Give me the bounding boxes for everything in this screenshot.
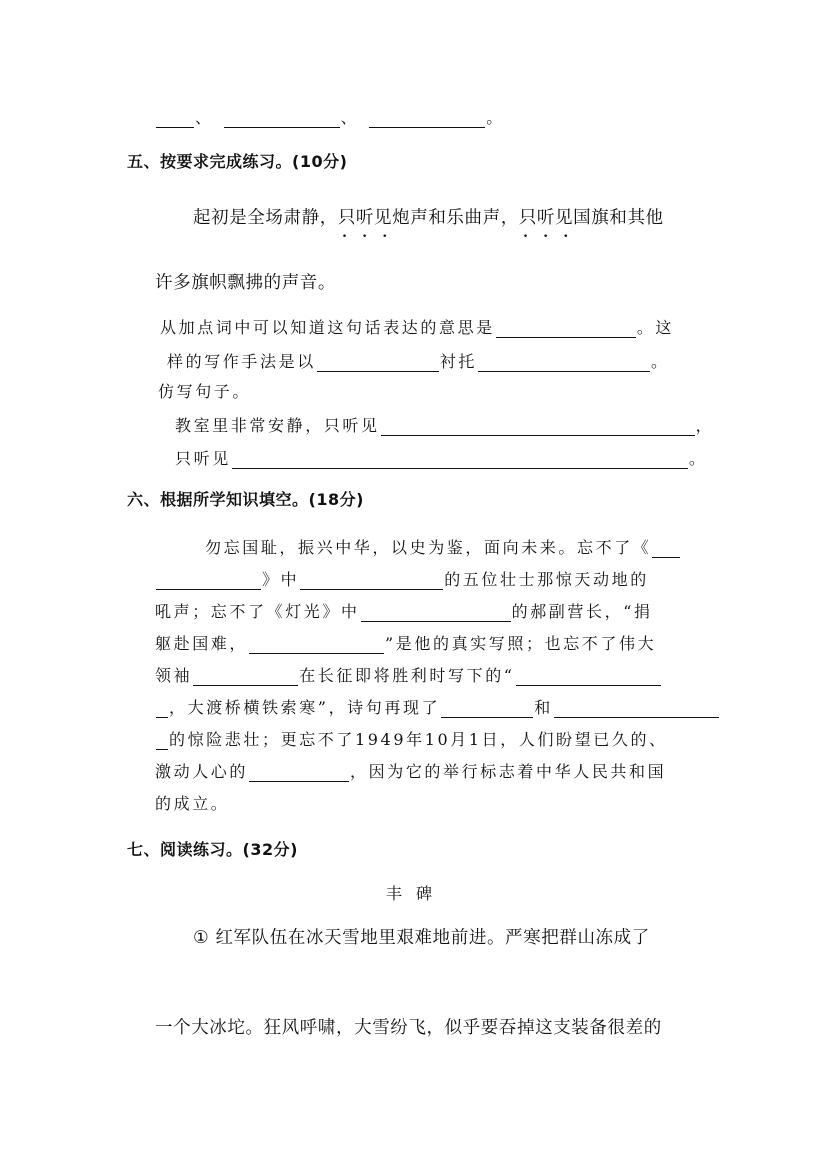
s6-line <box>155 698 720 718</box>
q2-line <box>167 352 670 372</box>
answer-blank[interactable] <box>156 110 194 128</box>
passage-title: 丰碑 <box>386 884 447 903</box>
answer-blank[interactable] <box>361 604 511 622</box>
answer-blank[interactable] <box>249 636 384 654</box>
text: 勿忘国耻，振兴中华，以史为鉴，面向未来。忘不了《 <box>205 538 652 557</box>
question-text: 样的写作手法是以 <box>167 352 316 371</box>
quote-text: 国旗和其他 <box>573 208 664 228</box>
question-text: 。 <box>651 352 670 371</box>
text: 》中 <box>262 570 300 589</box>
text: 在长征即将胜利时写下的“ <box>299 666 515 685</box>
answer-blank[interactable] <box>232 451 688 469</box>
text: 的郝副营长，“捐 <box>511 602 653 621</box>
answer-blank[interactable] <box>156 572 261 590</box>
quote-line-1 <box>193 208 664 228</box>
q4-line <box>175 416 714 436</box>
answer-blank[interactable] <box>156 732 168 750</box>
question-text: 从加点词中可以知道这句话表达的意思是 <box>160 318 495 337</box>
answer-blank[interactable] <box>441 700 533 718</box>
text: ，大渡桥横铁索寒”，诗句再现了 <box>169 698 441 717</box>
text: 的惊险悲壮；更忘不了1949年10月1日，人们盼望已久的、 <box>169 730 668 749</box>
passage-paragraph: ① 红军队伍在冰天雪地里艰难地前进。严寒把群山冻成了 <box>193 928 650 948</box>
quote-text: 起初是全场肃静， <box>193 208 338 228</box>
answer-blank[interactable] <box>496 320 636 338</box>
text: ，因为它的举行标志着中华人民共和国 <box>350 762 667 781</box>
period: 。 <box>486 108 505 127</box>
answer-blank[interactable] <box>193 668 298 686</box>
question-text: 教室里非常安静，只听见 <box>175 416 380 435</box>
s6-line <box>155 666 662 686</box>
question-text: ， <box>695 416 715 435</box>
blanks-line <box>155 108 505 128</box>
text: ”是他的真实写照；也忘不了伟大 <box>385 634 657 653</box>
answer-blank[interactable] <box>652 540 680 558</box>
answer-blank[interactable] <box>369 110 485 128</box>
text: 激动人心的 <box>155 762 249 781</box>
s6-line <box>155 730 668 750</box>
s6-line <box>155 602 653 622</box>
separator: 、 <box>340 108 360 127</box>
s6-line: 的成立。 <box>155 794 230 813</box>
s6-line <box>155 634 656 654</box>
answer-blank[interactable] <box>478 354 650 372</box>
question-text: 。这 <box>636 318 675 337</box>
answer-blank[interactable] <box>249 764 349 782</box>
q1-line <box>160 318 674 338</box>
s6-line <box>205 538 681 558</box>
passage-paragraph: 一个大冰坨。狂风呼啸，大雪纷飞，似乎要吞掉这支装备很差的 <box>155 1018 662 1038</box>
question-text: 。 <box>688 449 708 468</box>
answer-blank[interactable] <box>156 700 168 718</box>
question-text: 只听见 <box>175 449 231 468</box>
text: 的五位壮士那惊天动地的 <box>444 570 649 589</box>
quote-text: 炮声和乐曲声， <box>392 208 519 228</box>
answer-blank[interactable] <box>554 700 719 718</box>
s6-line <box>155 570 649 590</box>
separator: 、 <box>195 108 214 127</box>
text: 和 <box>534 698 553 717</box>
section-6-heading: 六、根据所学知识填空。(18分) <box>127 490 364 509</box>
section-7-heading: 七、阅读练习。(32分) <box>127 840 298 859</box>
dotted-word: 只听见 • • • <box>338 208 392 228</box>
answer-blank[interactable] <box>516 668 661 686</box>
quote-line-2: 许多旗帜飘拂的声音。 <box>155 273 336 293</box>
section-5-heading: 五、按要求完成练习。(10分) <box>127 152 348 171</box>
answer-blank[interactable] <box>317 354 439 372</box>
q3-line: 仿写句子。 <box>158 382 252 401</box>
text: 领袖 <box>155 666 193 685</box>
question-text: 衬托 <box>439 352 478 371</box>
q5-line <box>175 449 707 469</box>
text: 躯赴国难， <box>155 634 249 653</box>
answer-blank[interactable] <box>224 110 340 128</box>
s6-line <box>155 762 666 782</box>
text: 吼声；忘不了《灯光》中 <box>155 602 360 621</box>
dotted-word: 只听见 • • • <box>519 208 573 228</box>
answer-blank[interactable] <box>381 418 695 436</box>
answer-blank[interactable] <box>300 572 443 590</box>
